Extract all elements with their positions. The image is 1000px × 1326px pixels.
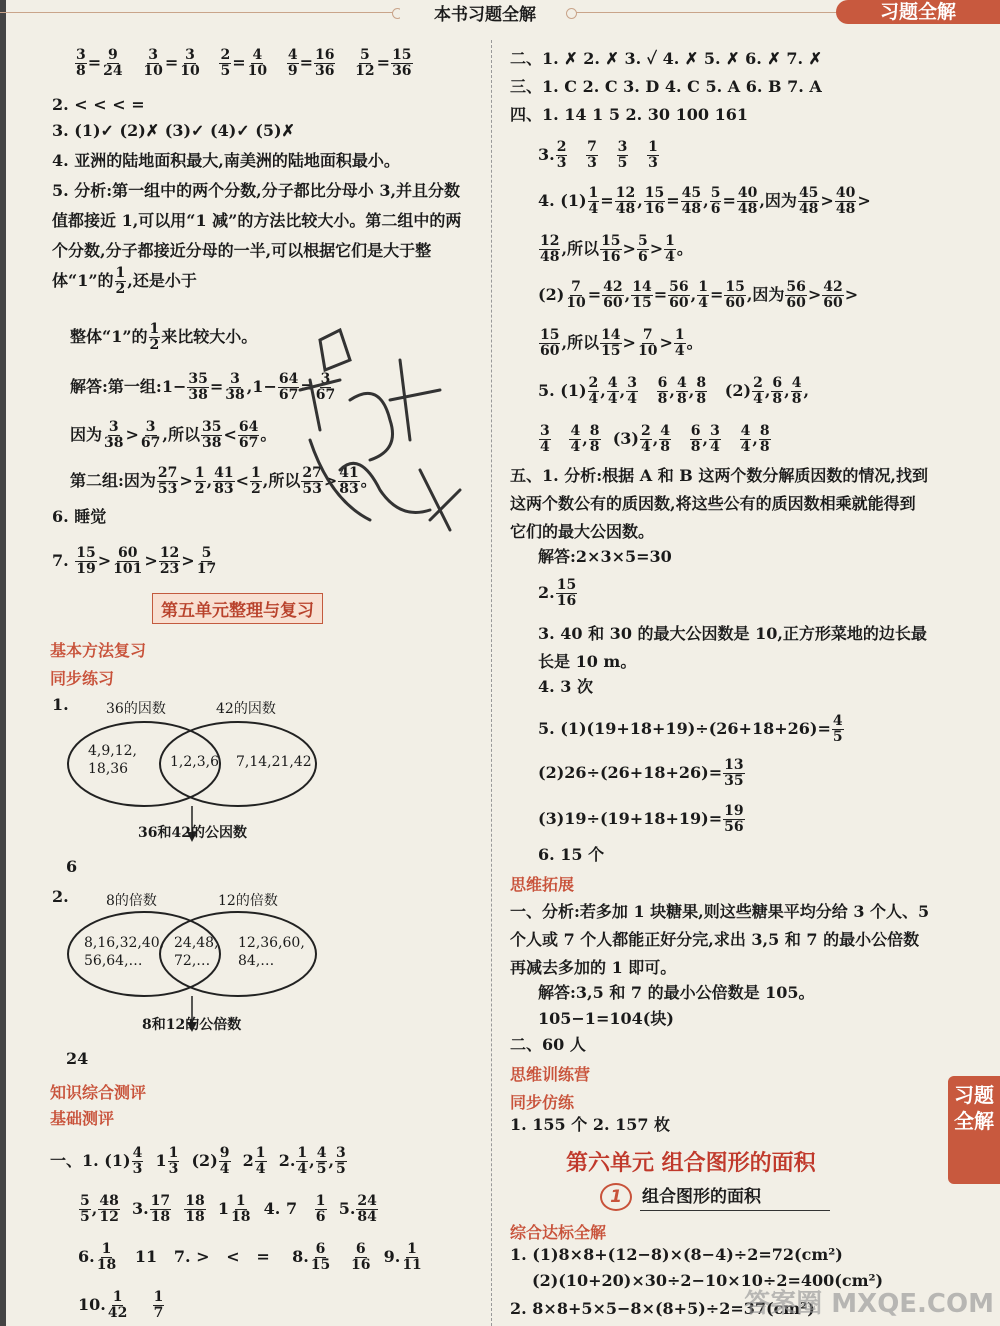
question-1-label: 1. <box>52 695 69 714</box>
section-4-q4-2b: $\frac{15}{60}$ ,所以 $\frac{14}{15}$ > $\frac{7}{10}$ > $\frac{1}{4}$ 。 <box>540 327 703 359</box>
extension-result: 105−1=104(块) <box>538 1009 674 1028</box>
lesson-title: 1 组合图形的面积 <box>600 1182 761 1211</box>
section-5-q3: 3. 40 和 30 的最大公因数是 10,正方形菜地的边长最长是 10 m。 <box>538 624 927 671</box>
heading-basic-methods: 基本方法复习 <box>50 641 147 660</box>
heading-comprehensive: 综合达标全解 <box>510 1223 607 1242</box>
test-line-3: 6. $\frac{1}{18}$ 11 7. > < = 8. $\frac{6}{15}$ $\frac{6}{16}$ 9. $\frac{1}{11}$ <box>78 1241 422 1273</box>
section-4-q3: 3. $\frac{2}{3}$ $\frac{7}{3}$ $\frac{3}{5}$ $\frac{1}{3}$ <box>538 139 658 171</box>
venn-right-values: 7,14,21,42 <box>236 754 312 770</box>
answer-5-line: 整体“1”的 $\frac{1}{2}$ 来比较大小。 <box>70 321 258 353</box>
section-5-q5-3: (3)19÷(19+18+19)= $\frac{19}{56}$ <box>538 803 744 835</box>
test-line-2: $\frac{5}{5}$ , $\frac{48}{12}$ 3. $\frac{17}{18}$ $\frac{18}{18}$ 1 $\frac{1}{18}$ 4. 7 $\frac{1}{6}$ 5. $\frac{24}{84}$ <box>80 1193 377 1225</box>
section-4-q4-1: 4. (1) $\frac{1}{4}$ = $\frac{12}{48}$ , $\frac{15}{16}$ = $\frac{45}{48}$ , $\frac{5}{6}$ = $\frac{40}{48}$ ,因为 $\frac{45}{48}$ > $\frac{40}{48}$ > <box>538 185 871 217</box>
answer-4: 4. 亚洲的陆地面积最大,南美洲的陆地面积最小。 <box>52 151 400 170</box>
answer-common-factor: 6 <box>66 857 78 876</box>
test-line-4: 10. $\frac{1}{42}$ $\frac{1}{7}$ <box>78 1289 164 1321</box>
section-4-answers: 四、1. 14 1 5 2. 30 100 161 <box>510 105 748 124</box>
page-header <box>0 0 1000 26</box>
unit-title: 第六单元 组合图形的面积 <box>566 1151 816 1176</box>
handwritten-stamp <box>280 320 480 560</box>
section-4-q4-1b: $\frac{12}{48}$ ,所以 $\frac{15}{16}$ > $\frac{5}{6}$ > $\frac{1}{4}$ 。 <box>540 233 693 265</box>
venn-right-values: 12,36,60, 84,… <box>238 935 305 969</box>
area-answer-1b: (2)(10+20)×30÷2−10×10÷2=400(cm²) <box>532 1271 884 1290</box>
imitation-answers: 1. 155 个 2. 157 枚 <box>510 1115 671 1134</box>
header-title: 本书习题全解 <box>400 0 570 25</box>
venn-set-b-label: 12的倍数 <box>218 893 278 909</box>
answer-5-solution-3: 第二组:因为 $\frac{27}{53}$ > $\frac{1}{2}$ , $\frac{41}{83}$ < $\frac{1}{2}$ ,所以 $\frac{27}{53}$ > $\frac{41}{83}$ 。 <box>70 465 377 497</box>
answer-6: 6. 睡觉 <box>52 507 107 526</box>
venn-set-b-label: 42的因数 <box>216 701 276 717</box>
area-answer-2: 2. 8×8+5×5−8×(8+5)÷2=37(cm²) <box>510 1299 815 1318</box>
section-5-analysis: 五、1. 分析:根据 A 和 B 这两个数分解质因数的情况,找到这两个数公有的质因数,将这些公有的质因数相乘就能得到它们的最大公因数。 <box>510 466 928 541</box>
answer-5-analysis: 5. 分析:第一组中的两个分数,分子都比分母小 3,并且分数值都接近 1,可以用“1 减”的方法比较大小。第二组中的两个分数,分子都接近分母的一半,可以根据它们是大于整体“1”的 $\frac{1}{2}$ ,还是小于 <box>52 181 462 297</box>
column-divider <box>491 40 492 1326</box>
answer-5-solution-1: 解答:第一组:1− $\frac{35}{38}$ = $\frac{3}{38}$ ,1− $\frac{64}{67}$ = $\frac{3}{67}$ <box>70 371 336 403</box>
header-tag: 习题全解 <box>836 0 1000 24</box>
header-dot-right <box>566 8 577 19</box>
fraction-equalities: $\frac{3}{8}$ = $\frac{9}{24}$ $\frac{3}{10}$ = $\frac{3}{10}$ $\frac{2}{5}$ = $\frac{4}{10}$ $\frac{4}{9}$ = $\frac{16}{36}$ $\frac{5}{12}$ = $\frac{15}{36}$ <box>76 47 412 79</box>
answer-2: 2. < < < = <box>52 95 145 114</box>
section-5-solution: 解答:2×3×5=30 <box>538 547 672 566</box>
section-5-q4: 4. 3 次 <box>538 677 593 696</box>
answer-common-multiple: 24 <box>66 1049 89 1068</box>
answer-3: 3. (1)✓ (2)✗ (3)✓ (4)✓ (5)✗ <box>52 121 295 140</box>
section-5-q5-1: 5. (1)(19+18+19)÷(26+18+26)= $\frac{4}{5}$ <box>538 713 843 745</box>
side-tab: 习题全解 <box>948 1076 1000 1184</box>
venn-set-a-label: 8的倍数 <box>106 893 157 909</box>
heading-thinking-camp: 思维训练营 <box>510 1065 591 1084</box>
section-5-q5-2: (2)26÷(26+18+26)= $\frac{13}{35}$ <box>538 757 744 789</box>
section-4-q5-1: 5. (1) $\frac{2}{4}$ , $\frac{4}{4}$ , $\frac{3}{4}$ $\frac{6}{8}$ , $\frac{4}{8}$ , $\frac{8}{8}$ (2) $\frac{2}{4}$ , $\frac{6}{8}$ , $\frac{4}{8}$ , <box>538 375 810 407</box>
venn-middle-values: 24,48, 72,… <box>174 935 219 969</box>
lesson-number: 1 <box>600 1183 632 1211</box>
venn-caption: 36和42的公因数 <box>138 825 247 841</box>
watermark: 答案圈 MXQE.COM <box>744 1289 994 1319</box>
section-5-q2: 2. $\frac{15}{16}$ <box>538 577 577 609</box>
section-5-q6: 6. 15 个 <box>538 845 605 864</box>
section-title: 第五单元整理与复习 <box>152 593 323 624</box>
area-answer-1: 1. (1)8×8+(12−8)×(8−4)÷2=72(cm²) <box>510 1245 843 1264</box>
venn-left-values: 8,16,32,40, 56,64,… <box>84 935 165 969</box>
answer-5-solution-2: 因为 $\frac{3}{38}$ > $\frac{3}{67}$ ,所以 $\frac{35}{38}$ < $\frac{64}{67}$ 。 <box>70 419 277 451</box>
section-4-q4-2: (2) $\frac{7}{10}$ = $\frac{42}{60}$ , $\frac{14}{15}$ = $\frac{56}{60}$ , $\frac{1}{4}$ = $\frac{15}{60}$ ,因为 $\frac{56}{60}$ > $\frac{42}{60}$ > <box>538 279 859 311</box>
venn-middle-values: 1,2,3,6 <box>170 754 219 770</box>
test-line-1: 一、1. (1) $\frac{4}{3}$ 1 $\frac{1}{3}$ (2) $\frac{9}{4}$ 2 $\frac{1}{4}$ 2. $\frac{1}{4}$ , $\frac{4}{5}$ , $\frac{3}{5}$ <box>50 1145 346 1177</box>
extension-answer-2: 二、60 人 <box>510 1035 586 1054</box>
extension-analysis: 一、分析:若多加 1 块糖果,则这些糖果平均分给 3 个人、5 个人或 7 个人都能正好分完,求出 3,5 和 7 的最小公倍数再减去多加的 1 即可。 <box>510 902 930 977</box>
heading-basic-test: 基础测评 <box>50 1109 115 1128</box>
answer-7: 7. $\frac{15}{19}$ > $\frac{60}{101}$ > $\frac{12}{23}$ > $\frac{5}{17}$ <box>52 545 217 577</box>
question-2-label: 2. <box>52 887 69 906</box>
heading-thinking-extension: 思维拓展 <box>510 875 575 894</box>
extension-solution: 解答:3,5 和 7 的最小公倍数是 105。 <box>538 983 815 1002</box>
section-3-answers: 三、1. C 2. C 3. D 4. C 5. A 6. B 7. A <box>510 77 822 96</box>
venn-left-values: 4,9,12, 18,36 <box>88 743 137 777</box>
section-4-q5-2: $\frac{3}{4}$ $\frac{4}{4}$ , $\frac{8}{8}$ (3) $\frac{2}{4}$ , $\frac{4}{8}$ $\frac{6}{8}$ , $\frac{3}{4}$ $\frac{4}{4}$ , $\frac{8}{8}$ <box>540 423 770 455</box>
venn-set-a-label: 36的因数 <box>106 701 166 717</box>
venn-caption: 8和12的公倍数 <box>142 1017 242 1033</box>
heading-sync-practice: 同步练习 <box>50 669 115 688</box>
page-edge <box>0 0 6 1326</box>
heading-knowledge-test: 知识综合测评 <box>50 1083 147 1102</box>
section-2-answers: 二、1. ✗ 2. ✗ 3. ✓ 4. ✗ 5. ✗ 6. ✗ 7. ✗ <box>510 49 823 68</box>
heading-sync-imitation: 同步仿练 <box>510 1093 575 1112</box>
